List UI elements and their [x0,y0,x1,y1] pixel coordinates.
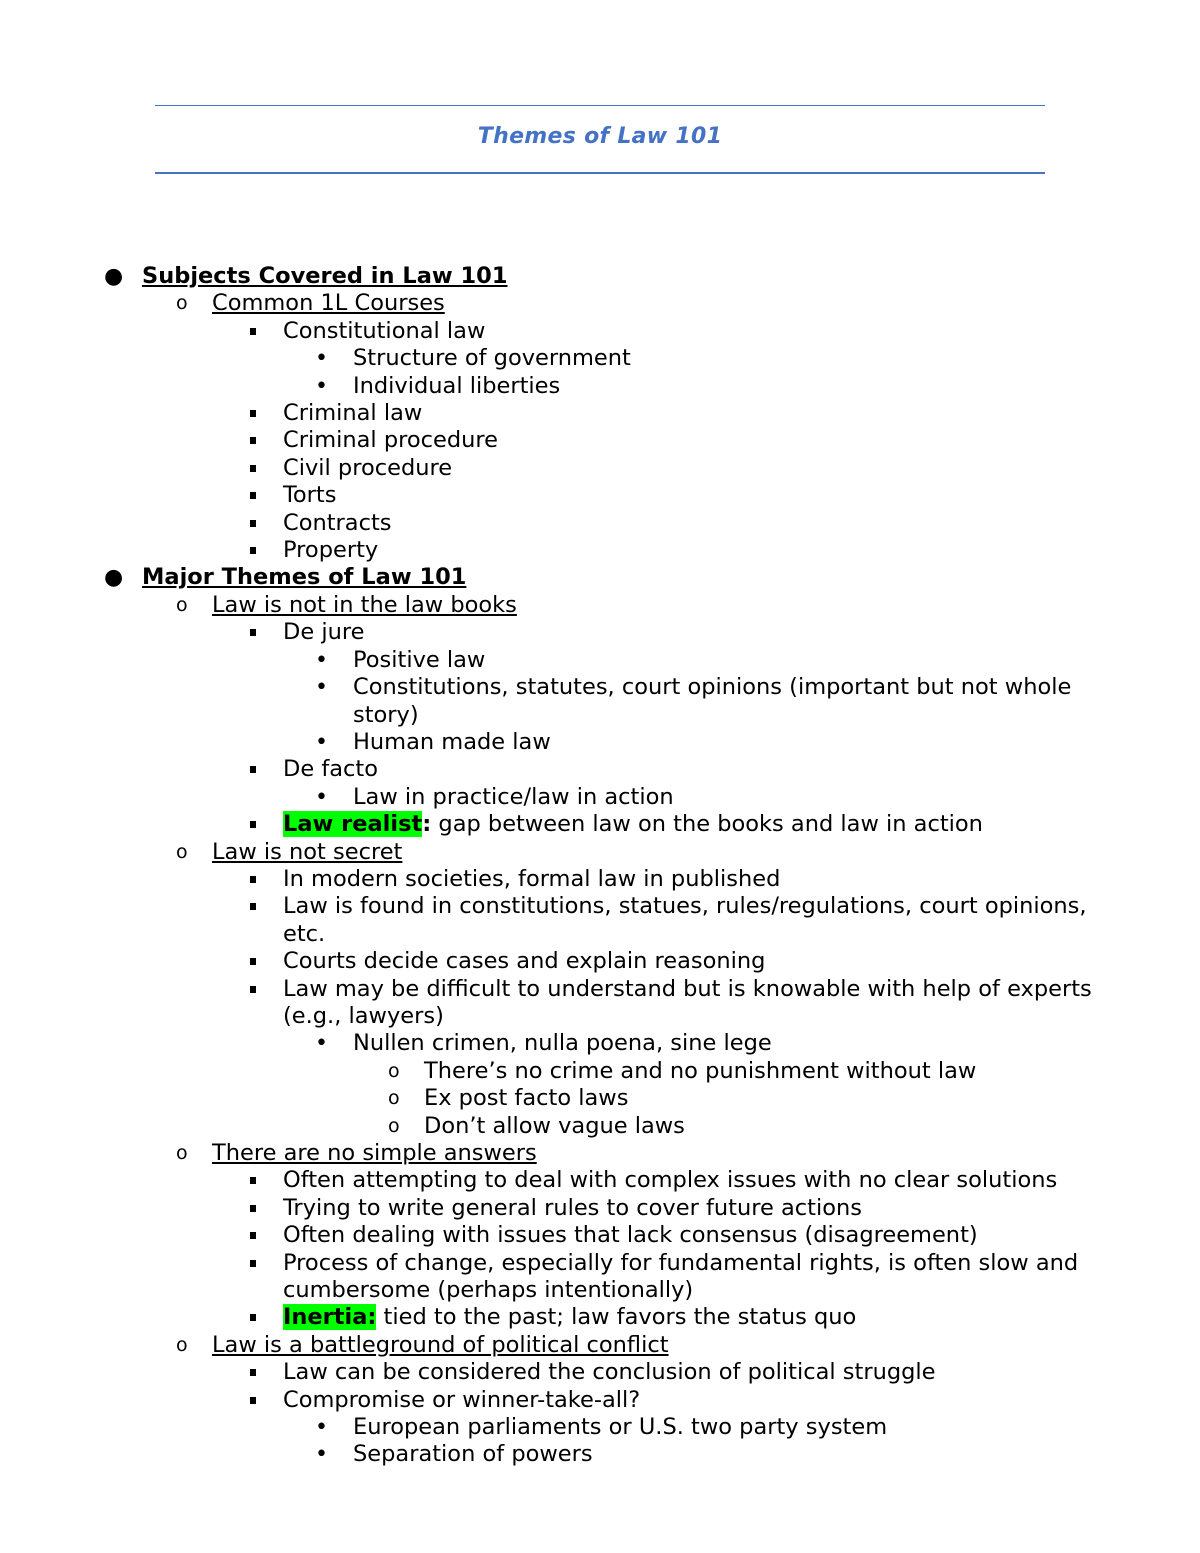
square-bullet-icon [250,437,256,444]
list-item: Property [0,537,1200,564]
list-item: Law realist: gap between law on the books and law in action [0,811,1200,838]
square-bullet-icon [250,766,256,773]
disc-bullet-icon: ● [104,565,124,591]
square-bullet-icon [250,1369,256,1376]
square-bullet-icon [250,465,256,472]
outline [0,263,1200,1469]
subsection-heading: o Law is not in the law books [176,591,517,618]
disc-bullet-icon: ● [104,264,124,289]
list-item: • Structure of government [315,345,631,372]
circle-bullet-icon: o [388,1059,400,1082]
list-item-continuation: cumbersome (perhaps intentionally) [283,1277,694,1304]
square-bullet-icon [250,1397,256,1404]
square-bullet-icon [250,629,256,636]
list-item: Often dealing with issues that lack consensus (disagreement) [0,1222,1200,1249]
disc-bullet-icon: • [315,647,328,673]
subsection-heading: o There are no simple answers [176,1140,537,1166]
list-item: o There’s no crime and no punishment without law [388,1057,977,1084]
square-bullet-icon [250,1205,256,1212]
square-bullet-icon [250,492,256,499]
list-item: Torts [0,482,1200,509]
list-item: Courts decide cases and explain reasoning [0,948,1200,975]
list-item: Process of change, especially for fundamental rights, is often slow and [0,1250,1200,1277]
list-item: o Don’t allow vague laws [388,1112,685,1139]
list-item: Inertia: tied to the past; law favors the status quo [0,1304,1200,1331]
list-item: Civil procedure [0,455,1200,482]
disc-bullet-icon: • [315,1031,328,1057]
list-item: • European parliaments or U.S. two party system [315,1414,888,1441]
square-bullet-icon [250,1314,256,1321]
square-bullet-icon [250,986,256,993]
title-rule-top [155,105,1045,106]
list-item: • Constitutions, statutes, court opinions (important but not whole [315,674,1072,701]
list-item: • Nullen crimen, nulla poena, sine lege [315,1030,772,1057]
list-item: • Individual liberties [315,372,561,399]
highlighted-term: Inertia: [283,1304,377,1331]
square-bullet-icon [250,410,256,417]
square-bullet-icon [250,1232,256,1239]
list-item: • Positive law [315,646,486,673]
circle-bullet-icon: o [176,1142,188,1164]
list-item: Constitutional law [0,318,1200,345]
list-item: Law is found in constitutions, statues, rules/regulations, court opinions, [0,893,1200,920]
highlighted-term: Law realist [283,811,423,838]
square-bullet-icon [250,328,256,335]
subsection-heading: o Common 1L Courses [176,290,445,317]
square-bullet-icon [250,876,256,883]
section-heading: ● Subjects Covered in Law 101 [104,263,508,289]
list-item: Criminal procedure [0,427,1200,454]
list-item: o Ex post facto laws [388,1085,629,1112]
disc-bullet-icon: • [315,373,328,399]
circle-bullet-icon: o [388,1087,400,1110]
subsection-heading: o Law is not secret [176,838,403,865]
disc-bullet-icon: • [315,1442,328,1468]
circle-bullet-icon: o [176,292,188,315]
circle-bullet-icon: o [176,1333,188,1356]
circle-bullet-icon: o [176,840,188,863]
list-item: Contracts [0,510,1200,537]
list-item: • Law in practice/law in action [315,783,674,810]
page-title: Themes of Law 101 [477,124,723,149]
list-item: • Human made law [315,728,551,755]
square-bullet-icon [250,1177,256,1184]
list-item: Law may be difficult to understand but is knowable with help of experts [0,976,1200,1003]
square-bullet-icon [250,903,256,910]
disc-bullet-icon: • [315,1415,328,1441]
list-item: Compromise or winner-take-all? [0,1387,1200,1414]
list-item: Often attempting to deal with complex issues with no clear solutions [0,1167,1200,1194]
square-bullet-icon [250,1260,256,1267]
list-item: • Separation of powers [315,1441,593,1468]
list-item: De jure [0,619,1200,646]
circle-bullet-icon: o [176,593,188,616]
subsection-heading: o Law is a battleground of political conflict [176,1331,669,1358]
title-rule-bottom [155,172,1045,174]
list-item-continuation: story) [353,701,419,728]
square-bullet-icon [250,821,256,828]
disc-bullet-icon: • [315,346,328,372]
list-item-continuation: (e.g., lawyers) [283,1002,444,1029]
list-item: Law can be considered the conclusion of political struggle [0,1359,1200,1386]
disc-bullet-icon: • [315,675,328,701]
disc-bullet-icon: • [315,729,328,755]
disc-bullet-icon: • [315,784,328,810]
square-bullet-icon [250,547,256,554]
list-item: Trying to write general rules to cover future actions [0,1195,1200,1222]
section-heading: ● Major Themes of Law 101 [104,564,467,591]
list-item: Criminal law [0,400,1200,427]
square-bullet-icon [250,958,256,965]
list-item: De facto [0,756,1200,783]
list-item-continuation: etc. [283,920,326,947]
list-item: In modern societies, formal law in published [0,866,1200,893]
square-bullet-icon [250,520,256,527]
circle-bullet-icon: o [388,1114,400,1137]
